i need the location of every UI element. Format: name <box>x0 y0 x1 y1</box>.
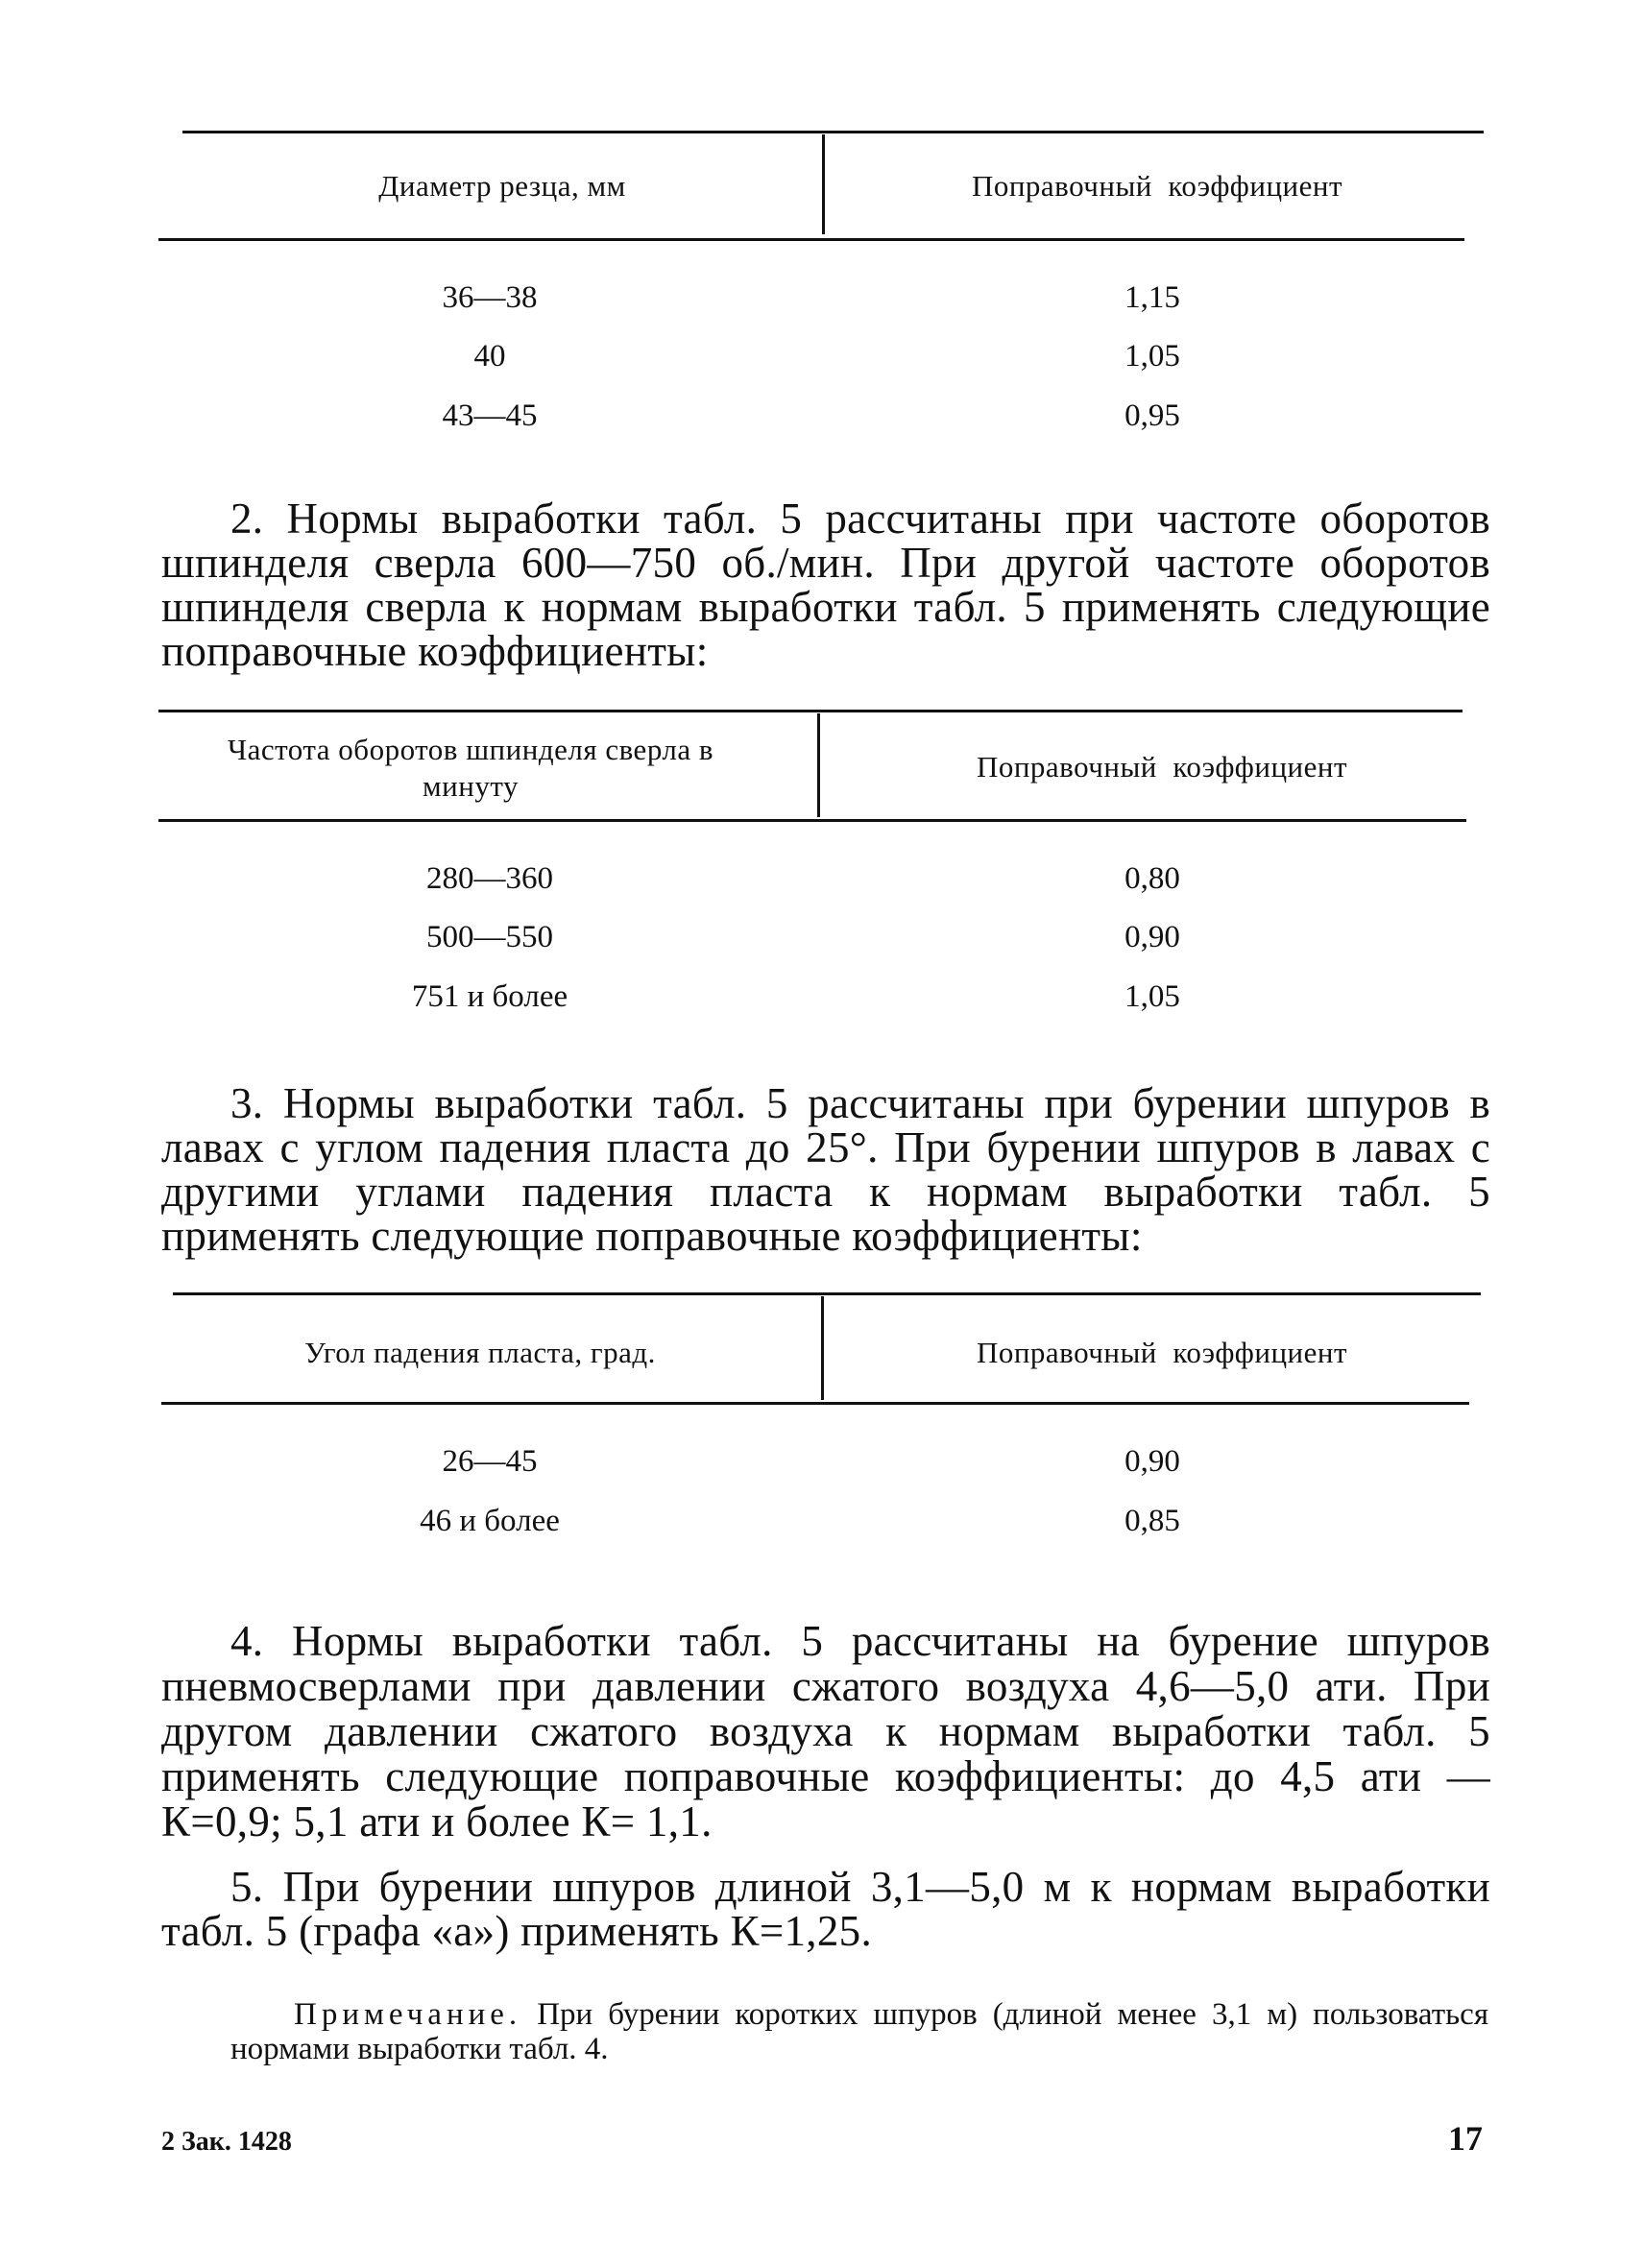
table-1-header-rule <box>158 238 1464 241</box>
table-row: 1,05 <box>1124 979 1180 1014</box>
table-1-column-divider <box>822 134 825 234</box>
table-1-top-rule <box>182 131 1484 133</box>
table-3-header-rule <box>161 1402 1469 1405</box>
order-number: 2 Зак. 1428 <box>161 2127 292 2157</box>
paragraph-5: 5. При бурении шпуров длиной 3,1—5,0 м к нормам выработки табл. 5 (графа «а») применять К=1,25. <box>161 1863 1490 1955</box>
paragraph-4: 4. Нормы выработки табл. 5 рассчитаны на бурение шпуров пневмосверлами при давлении сжатого воздуха 4,6—5,0 ати. При другом давлении сжатого воздуха к нормам выработки табл. 5 применять следующие поправочные коэффициенты: до 4,5 ати — К=0,9; 5,1 ати и более К= 1,1. <box>161 1617 1490 1846</box>
table-2-header-rpm: Частота оборотов шпинделя сверла в минуту <box>227 733 714 803</box>
table-2-header-rule <box>158 819 1466 822</box>
paragraph-2: 2. Нормы выработки табл. 5 рассчитаны при частоте оборотов шпинделя сверла 600—750 об./мин. При другой частоте оборотов шпинделя сверла к нормам выработки табл. 5 применять следующие поправочные коэффициенты: <box>161 495 1490 675</box>
table-3-header-coefficient: Поправочный коэффициент <box>976 1336 1348 1369</box>
table-row: 500—550 <box>426 920 553 954</box>
table-row: 40 <box>473 339 506 374</box>
table-row: 0,90 <box>1124 1444 1180 1479</box>
footnote <box>230 1997 1488 2066</box>
table-row: 1,05 <box>1124 339 1180 374</box>
table-row: 43—45 <box>442 398 538 433</box>
table-row: 280—360 <box>426 861 553 896</box>
page-number: 17 <box>1448 2119 1483 2158</box>
table-row: 0,95 <box>1124 398 1180 433</box>
footnote-label: Примечание. <box>294 1997 522 2032</box>
table-row: 46 и более <box>420 1504 560 1538</box>
table-1-header-coefficient: Поправочный коэффициент <box>971 169 1343 203</box>
table-row: 751 и более <box>411 979 568 1014</box>
table-3-column-divider <box>821 1296 824 1400</box>
table-2-top-rule <box>158 710 1463 712</box>
table-3-top-rule <box>173 1292 1481 1295</box>
paragraph-3: 3. Нормы выработки табл. 5 рассчитаны при бурении шпуров в лавах с углом падения пласта до 25°. При бурении шпуров в лавах с другими углами падения пласта к нормам выработки табл. 5 применять следующие поправочные коэффициенты: <box>161 1079 1490 1260</box>
table-row: 36—38 <box>442 280 538 315</box>
table-row: 0,80 <box>1124 861 1180 896</box>
table-3-header-angle: Угол падения пласта, град. <box>304 1336 656 1369</box>
footnote-text: При бурении коротких шпуров (длиной менее 3,1 м) пользоваться нормами выработки табл. 4. <box>230 1997 1488 2066</box>
table-2-header-coefficient: Поправочный коэффициент <box>976 750 1348 784</box>
table-row: 26—45 <box>442 1444 538 1479</box>
table-row: 1,15 <box>1124 280 1180 315</box>
table-1-header-diameter: Диаметр резца, мм <box>378 169 626 203</box>
table-2-column-divider <box>817 713 820 817</box>
table-row: 0,85 <box>1124 1504 1180 1538</box>
table-row: 0,90 <box>1124 920 1180 954</box>
